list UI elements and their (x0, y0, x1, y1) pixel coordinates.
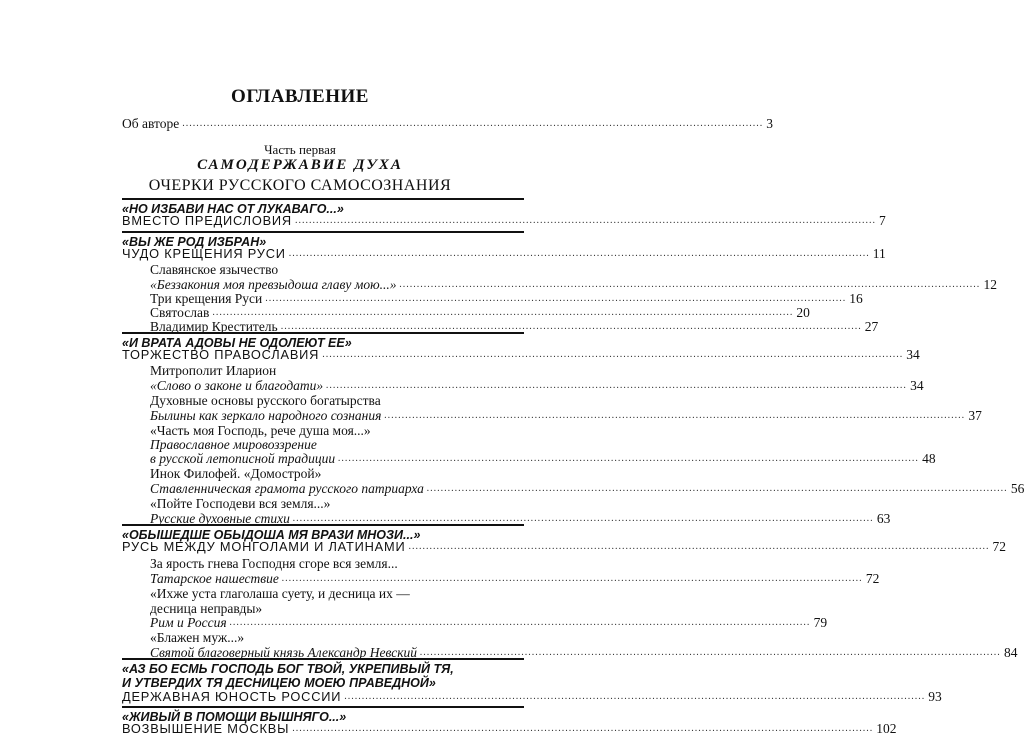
leader-dots: ...................................................................................................................................................................... (212, 307, 794, 318)
entry-label: Об авторе (122, 116, 180, 131)
leader-dots: ...................................................................................................................................................................... (292, 723, 874, 734)
entry-page: 7 (878, 213, 886, 228)
entry-label: Ставленническая грамота русского патриарха (150, 481, 424, 496)
entry-page: 11 (872, 246, 886, 261)
entry-page: 27 (864, 319, 879, 334)
entry-page: 63 (876, 511, 891, 526)
toc-entry-chapter[interactable] (122, 721, 897, 736)
entry-label: РУСЬ МЕЖДУ МОНГОЛАМИ И ЛАТИНАМИ (122, 539, 406, 554)
section-heading: «НО ИЗБАВИ НАС ОТ ЛУКАВАГО...» (122, 198, 524, 216)
toc-subentry[interactable] (150, 571, 880, 586)
entry-page: 16 (849, 291, 863, 306)
main-title: САМОДЕРЖАВИЕ ДУХА (197, 157, 403, 173)
section-heading-line: И УТВЕРДИХ ТЯ ДЕСНИЦЕЮ МОЕЮ ПРАВЕДНОЙ» (122, 676, 436, 690)
entry-page: 93 (928, 689, 942, 704)
entry-page: 48 (922, 451, 936, 466)
entry-label: Три крещения Руси (150, 291, 263, 306)
toc-subentry: Инок Филофей. «Домострой» (150, 466, 322, 481)
section-heading: «ВЫ ЖЕ РОД ИЗБРАН» (122, 231, 524, 249)
entry-label: Татарское нашествие (150, 571, 279, 586)
toc-subentry[interactable] (150, 277, 997, 292)
section-heading: «И ВРАТА АДОВЫ НЕ ОДОЛЕЮТ ЕЕ» (122, 332, 524, 350)
section-heading-line: «АЗ БО ЕСМЬ ГОСПОДЬ БОГ ТВОЙ, УКРЕПИВЫЙ ТЯ, (122, 662, 454, 676)
leader-dots: ...................................................................................................................................................................... (288, 248, 870, 259)
part-label: Часть первая (264, 142, 336, 157)
leader-dots: ...................................................................................................................................................................... (426, 483, 1008, 494)
toc-subentry[interactable] (150, 451, 936, 466)
entry-label: ВОЗВЫШЕНИЕ МОСКВЫ (122, 721, 290, 736)
leader-dots: ...................................................................................................................................................................... (280, 321, 862, 332)
leader-dots: ...................................................................................................................................................................... (292, 513, 874, 524)
entry-page: 3 (766, 116, 773, 131)
toc-entry-chapter[interactable] (122, 246, 886, 261)
section-heading: «ЖИВЫЙ В ПОМОЩИ ВЫШНЯГО...» (122, 706, 524, 724)
leader-dots: ...................................................................................................................................................................... (344, 691, 926, 702)
leader-dots: ...................................................................................................................................................................... (408, 541, 990, 552)
toc-subentry: «Блажен муж...» (150, 630, 245, 645)
entry-label: ДЕРЖАВНАЯ ЮНОСТЬ РОССИИ (122, 689, 342, 704)
entry-page: 34 (910, 378, 924, 393)
leader-dots: ...................................................................................................................................................................... (338, 453, 920, 464)
entry-label: Святослав (150, 305, 210, 320)
entry-page: 37 (968, 408, 982, 423)
subtitle: ОЧЕРКИ РУССКОГО САМОСОЗНАНИЯ (148, 177, 452, 194)
toc-subentry: Славянское язычество (150, 262, 279, 277)
toc-subentry[interactable] (150, 408, 982, 423)
toc-subentry[interactable] (150, 378, 924, 393)
entry-label: ТОРЖЕСТВО ПРАВОСЛАВИЯ (122, 347, 320, 362)
toc-subentry[interactable] (150, 291, 863, 306)
leader-dots: ...................................................................................................................................................................... (399, 279, 981, 290)
entry-label: Владимир Креститель (150, 319, 278, 334)
toc-subentry: «Пойте Господеви вся земля...» (150, 496, 331, 511)
toc-subentry: десница неправды» (150, 601, 263, 616)
entry-label: Русские духовные стихи (150, 511, 290, 526)
entry-page: 20 (796, 305, 810, 320)
toc-subentry[interactable] (150, 615, 828, 630)
entry-label: Святой благоверный князь Александр Невский (150, 645, 418, 660)
toc-subentry: За ярость гнева Господня сгоре вся земля... (150, 556, 398, 571)
toc-entry-about[interactable] (122, 116, 773, 131)
entry-page: 79 (813, 615, 828, 630)
section-heading: «ОБЫШЕДШЕ ОБЫДОША МЯ ВРАЗИ МНОЗИ...» (122, 524, 524, 542)
entry-label: Рим и Россия (150, 615, 227, 630)
toc-subentry: Духовные основы русского богатырства (150, 393, 381, 408)
entry-label: ВМЕСТО ПРЕДИСЛОВИЯ (122, 213, 292, 228)
leader-dots: ...................................................................................................................................................................... (322, 349, 904, 360)
entry-label: Былины как зеркало народного сознания (150, 408, 382, 423)
leader-dots: ...................................................................................................................................................................... (326, 380, 908, 391)
toc-subentry: Православное мировоззрение (150, 437, 317, 452)
entry-label: «Беззакония моя превзыдоша главу мою...» (150, 277, 397, 292)
toc-entry-chapter[interactable] (122, 539, 1006, 554)
toc-entry-chapter[interactable] (122, 689, 942, 704)
entry-label: в русской летописной традиции (150, 451, 336, 466)
leader-dots: ...................................................................................................................................................................... (384, 410, 966, 421)
toc-entry-chapter[interactable] (122, 347, 920, 362)
toc-subentry: «Ихже уста глаголаша суету, и десница их — (150, 586, 410, 601)
leader-dots: ...................................................................................................................................................................... (281, 573, 863, 584)
entry-page: 12 (983, 277, 997, 292)
entry-page: 72 (992, 539, 1006, 554)
toc-entry-chapter[interactable] (122, 213, 886, 228)
leader-dots: ...................................................................................................................................................................... (420, 647, 1002, 658)
toc-subentry[interactable] (150, 481, 1024, 496)
section-heading (122, 658, 524, 690)
leader-dots: ...................................................................................................................................................................... (182, 118, 764, 129)
leader-dots: ...................................................................................................................................................................... (265, 293, 847, 304)
entry-label: «Слово о законе и благодати» (150, 378, 324, 393)
entry-label: ЧУДО КРЕЩЕНИЯ РУСИ (122, 246, 286, 261)
toc-subentry[interactable] (150, 305, 810, 320)
entry-page: 102 (876, 721, 897, 736)
leader-dots: ...................................................................................................................................................................... (294, 215, 876, 226)
entry-page: 84 (1004, 645, 1018, 660)
page-title: ОГЛАВЛЕНИЕ (231, 86, 369, 107)
entry-page: 56 (1010, 481, 1024, 496)
toc-subentry: «Часть моя Господь, рече душа моя...» (150, 423, 371, 438)
leader-dots: ...................................................................................................................................................................... (229, 617, 811, 628)
entry-page: 34 (906, 347, 920, 362)
entry-page: 72 (865, 571, 880, 586)
toc-subentry: Митрополит Иларион (150, 363, 277, 378)
